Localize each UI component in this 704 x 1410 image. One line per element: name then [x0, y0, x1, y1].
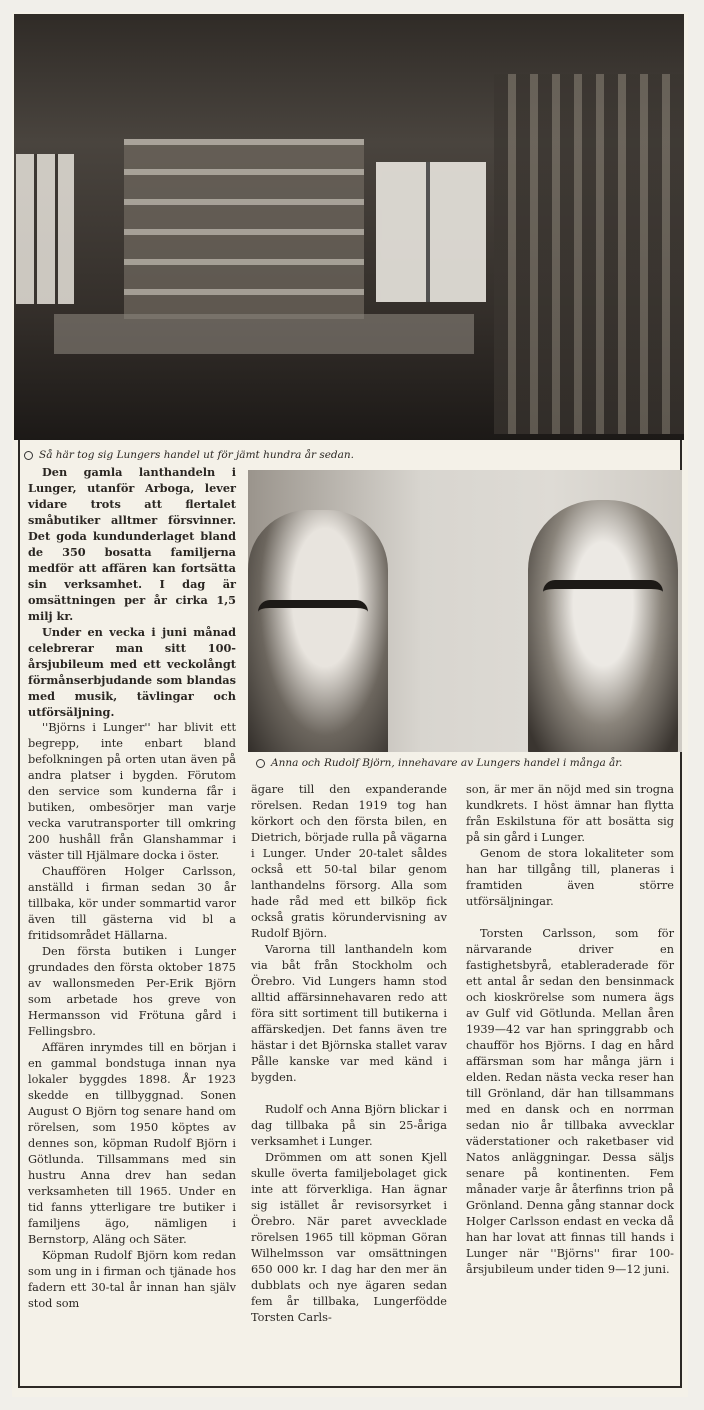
photo-left-window	[16, 154, 74, 304]
top-photo-caption	[24, 449, 354, 461]
paragraph: ägare till den expanderande rörelsen. Redan 1919 tog han körkort och den första bilen, en Dietrich, började rulla på vägarna i Lunger. Under 20-talet såldes också ett 50-tal bilar genom lanthandelns försorg. Alla som hade råd med ett bilköp fick också gratis körundervisning av Rudolf Björn.	[251, 783, 447, 940]
photo-man	[528, 500, 678, 752]
photo-man-glasses	[543, 580, 663, 617]
paragraph: Genom de stora lokaliteter som han har tillgång till, planeras i framtiden även större utförsäljningar.	[466, 847, 674, 908]
portrait-caption	[256, 757, 623, 769]
paragraph: Rudolf och Anna Björn blickar i dag tillbaka på sin 25-åriga verksamhet i Lunger.	[251, 1103, 447, 1148]
paragraph: ''Björns i Lunger'' har blivit ett begrepp, inte enbart bland befolkningen på orten utan även på andra platser i bygden. Förutom den service som kunderna får i butiken, ombesörjer man varje vecka varutransporter till omkring 200 hushåll från Glanshammar i väster till Hjälmare docka i öster.	[28, 721, 236, 862]
paragraph: son, är mer än nöjd med sin trogna kundkrets. I höst ämnar han flytta från Eskilstuna för att bosätta sig på sin gård i Lunger.	[466, 783, 674, 844]
photo-woman-glasses	[258, 600, 368, 634]
top-photo-caption-text: Så här tog sig Lungers handel ut för jämt hundra år sedan.	[39, 449, 355, 461]
article-column-1	[28, 464, 236, 1312]
photo-back-window	[376, 162, 486, 302]
paragraph: Köpman Rudolf Björn kom redan som ung in i firman och tjänade hos fadern ett 30-tal år innan han själv stod som	[28, 1249, 236, 1310]
paragraph: Chauffören Holger Carlsson, anställd i firman sedan 30 år tillbaka, kör under sommartid varor även till gästerna vid bl a fritidsområdet Hällarna.	[28, 865, 236, 942]
paragraph: Varorna till lanthandeln kom via båt från Stockholm och Örebro. Vid Lungers hamn stod alltid affärsinnehavaren redo att föra sitt sortiment till butikerna i affärskedjen. Det fanns även tre hästar i det Björnska stallet varav Pålle kanske var med känd i bygden.	[251, 943, 447, 1084]
caption-bullet-icon	[24, 451, 33, 460]
photo-wall-shelves	[494, 74, 684, 434]
photo-shelves	[124, 139, 364, 319]
article-lead: Den gamla lanthandeln i Lunger, utanför Arboga, lever vidare trots att flertalet småbutiker alltmer försvinner. Det goda kundunderlaget bland de 350 bosatta familjerna medför att affären kan fortsätta sin verksamhet. I dag är omsättningen per år cirka 1,5 milj kr.	[28, 465, 236, 623]
paragraph: Under en vecka i juni månad celebrerar man sitt 100-årsjubileum med ett veckolångt förmånserbjudande som blandas med musik, tävlingar och utförsäljning.	[28, 625, 236, 719]
paragraph: Den första butiken i Lunger grundades den första oktober 1875 av wallonsmeden Per-Erik Björn som arbetade hos greve von Hermansson vid Frötuna gård i Fellingsbro.	[28, 945, 236, 1038]
paragraph: Torsten Carlsson, som för närvarande driver en fastighetsbyrå, etableraderade för ett antal år sedan den bensinmack och kioskrörelse som numera ägs av Gulf vid Götlunda. Mellan åren 1939—42 var han springgrabb och chaufför hos Björns. I dag en hård affärsman som har många järn i elden. Redan nästa vecka reser han till Grönland, där han tillsammans med en dansk och en norrman sedan nio år tillbaka avvecklar väderstationer och raketbaser vid Natos anläggningar. Dessa säljs senare på kontinenten. Fem månader varje år återfinns trion på Grönland. Denna gång stannar dock Holger Carlsson endast en vecka då han har lovat att finnas till hands i Lunger när ''Björns'' firar 100-årsjubileum under tiden 9—12 juni.	[466, 927, 674, 1276]
caption-bullet-icon	[256, 759, 265, 768]
store-interior-photo	[14, 14, 684, 440]
photo-counter	[54, 314, 474, 354]
article-column-3	[466, 782, 674, 1278]
portrait-caption-text: Anna och Rudolf Björn, innehavare av Lungers handel i många år.	[271, 757, 623, 769]
portrait-photo	[248, 470, 682, 752]
paragraph: Drömmen om att sonen Kjell skulle överta familjebolaget gick inte att förverkliga. Han ägnar sig istället år revisorsyrket i Örebro. När paret avvecklade rörelsen 1965 till köpman Göran Wilhelmsson var omsättningen 650 000 kr. I dag har den mer än dubblats och nye ägaren sedan fem år tillbaka, Lungerfödde Torsten Carls-	[251, 1151, 447, 1324]
paragraph: Affären inrymdes till en början i en gammal bondstuga innan nya lokaler byggdes 1898. År 1923 skedde en tillbyggnad. Sonen August O Björn tog senare hand om rörelsen, som 1950 köptes av dennes son, köpman Rudolf Björn i Götlunda. Tillsammans med sin hustru Anna drev han sedan verksamheten till 1965. Under en tid fanns ytterligare tre butiker i familjens ägo, nämligen i Bernstorp, Aläng och Säter.	[28, 1041, 236, 1246]
article-column-2	[251, 782, 447, 1326]
